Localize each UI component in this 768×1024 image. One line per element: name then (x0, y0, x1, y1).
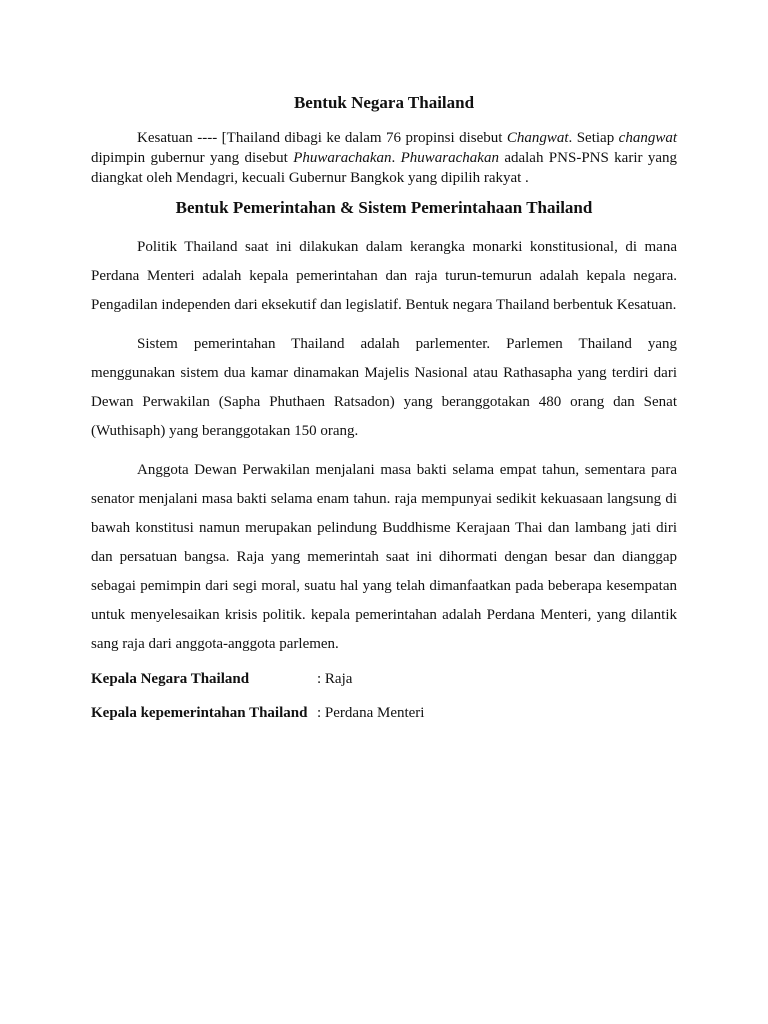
fact-value: : Perdana Menteri (317, 705, 425, 721)
body-paragraph-1: Politik Thailand saat ini dilakukan dalam kerangka monarki konstitusional, di mana Perdana Menteri adalah kepala pemerintahan dan raja turun-temurun adalah kepala negara. Pengadilan independen dari eksekutif dan legislatif. Bentuk negara Thailand berbentuk Kesatuan. (91, 239, 677, 313)
body-paragraph-3: Anggota Dewan Perwakilan menjalani masa bakti selama empat tahun, sementara para senator menjalani masa bakti selama enam tahun. raja mempunyai sedikit kekuasaan langsung di bawah konstitusi namun merupakan pelindung Buddhisme Kerajaan Thai dan lambang jati diri dan persatuan bangsa. Raja yang memerintah saat ini dihormati dengan besar dan dianggap sebagai pemimpin dari segi moral, suatu hal yang telah dimanfaatkan pada beberapa kesempatan untuk menyelesaikan krisis politik. kepala pemerintahan adalah Perdana Menteri, yang dilantik sang raja dari anggota-anggota parlemen. (91, 462, 677, 652)
body-paragraph-2: Sistem pemerintahan Thailand adalah parlementer. Parlemen Thailand yang menggunakan sistem dua kamar dinamakan Majelis Nasional atau Rathasapha yang terdiri dari Dewan Perwakilan (Sapha Phuthaen Ratsadon) yang beranggotakan 480 orang dan Senat (Wuthisaph) yang beranggotakan 150 orang. (91, 336, 677, 439)
document-content (91, 88, 677, 723)
fact-value: : Raja (317, 671, 353, 687)
intro-italic-4: Phuwarachakan (400, 150, 499, 166)
fact-row-head-of-state (91, 669, 677, 689)
intro-text-1: Kesatuan ---- [Thailand dibagi ke dalam 76 propinsi disebut (137, 130, 507, 146)
section-title: Bentuk Pemerintahan & Sistem Pemerintahaan Thailand (175, 198, 593, 217)
intro-text-5: adalah PNS-PNS karir yang diangkat oleh Mendagri, kecuali Gubernur Bangkok yang dipilih rakyat . (91, 150, 678, 186)
intro-italic-1: Changwat (506, 130, 569, 146)
intro-text-2: . Setiap (568, 130, 619, 146)
intro-italic-2: changwat (618, 130, 677, 146)
fact-label: Kepala Negara Thailand (91, 671, 250, 687)
intro-text-3: dipimpin gubernur yang disebut (91, 150, 294, 166)
fact-row-head-of-government (91, 703, 677, 723)
intro-paragraph (91, 128, 677, 188)
fact-label: Kepala kepemerintahan Thailand (91, 705, 308, 721)
intro-italic-3: Phuwarachakan (293, 150, 392, 166)
document-title: Bentuk Negara Thailand (293, 93, 475, 112)
intro-text-4: . (391, 150, 401, 166)
